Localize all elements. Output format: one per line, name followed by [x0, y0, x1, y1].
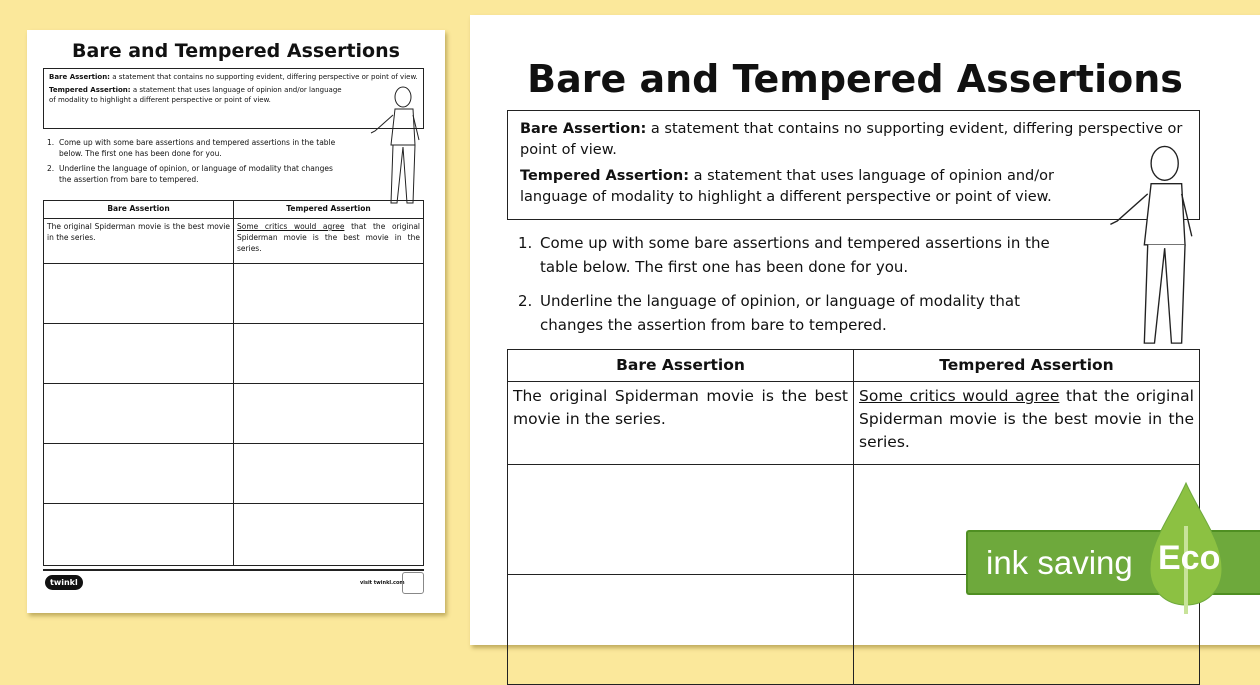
instruction-text: Underline the language of opinion, or language of modality that changes the assertion from bare to tempered. — [59, 164, 333, 184]
definition-term: Tempered Assertion: — [520, 168, 689, 184]
empty-cell[interactable] — [234, 504, 424, 566]
instruction-number: 2. — [47, 164, 55, 173]
column-header-bare: Bare Assertion — [44, 201, 234, 219]
footer-divider — [43, 569, 424, 571]
definition-text: a statement that uses language of opinion and/or language of modality to highlight a different perspective or point of view. — [49, 86, 342, 104]
instruction-text: Come up with some bare assertions and tempered assertions in the table below. The first one has been done for you. — [540, 234, 1050, 276]
empty-cell[interactable] — [44, 324, 234, 384]
example-tempered-cell — [234, 219, 424, 264]
definition-text: a statement that uses language of opinion and/or language of modality to highlight a different perspective or point of view. — [520, 168, 1054, 205]
twinkl-logo: twinkl — [45, 575, 83, 590]
empty-cell[interactable] — [44, 384, 234, 444]
definition-term: Bare Assertion: — [49, 73, 110, 81]
assertions-table — [507, 349, 1200, 685]
column-header-tempered: Tempered Assertion — [854, 350, 1200, 382]
definition-term: Bare Assertion: — [520, 121, 647, 137]
underlined-phrase: Some critics would agree — [237, 222, 345, 231]
tempered-text: that the original Spiderman movie is the best movie in the series. — [859, 387, 1194, 451]
empty-cell[interactable] — [234, 444, 424, 504]
eco-badge-label: Eco — [1158, 539, 1221, 577]
ink-saving-label: ink saving — [986, 544, 1133, 581]
definition-text: a statement that contains no supporting evident, differing perspective or point of view. — [520, 121, 1183, 158]
worksheet-thumbnail — [27, 30, 445, 613]
example-tempered-cell — [854, 382, 1200, 465]
instruction-text: Come up with some bare assertions and tempered assertions in the table below. The first one has been done for you. — [59, 138, 336, 158]
worksheet-title: Bare and Tempered Assertions — [527, 57, 1183, 101]
instruction-item — [47, 137, 347, 159]
instruction-number: 1. — [47, 138, 55, 147]
definition-term: Tempered Assertion: — [49, 86, 131, 94]
column-header-bare: Bare Assertion — [508, 350, 854, 382]
instruction-number: 2. — [518, 292, 533, 310]
instruction-text: Underline the language of opinion, or language of modality that changes the assertion from bare to tempered. — [540, 292, 1020, 334]
instruction-number: 1. — [518, 234, 533, 252]
definition-text: a statement that contains no supporting evident, differing perspective or point of view. — [109, 73, 418, 81]
column-header-tempered: Tempered Assertion — [234, 201, 424, 219]
instruction-item — [47, 163, 347, 185]
empty-cell[interactable] — [234, 324, 424, 384]
empty-cell[interactable] — [44, 444, 234, 504]
instruction-item — [518, 231, 1078, 279]
empty-cell[interactable] — [508, 465, 854, 575]
definitions-box — [507, 110, 1200, 220]
empty-cell[interactable] — [44, 264, 234, 324]
instructions-list — [518, 231, 1078, 347]
empty-cell[interactable] — [44, 504, 234, 566]
example-bare-cell: The original Spiderman movie is the best movie in the series. — [508, 382, 854, 465]
character-illustration-icon — [367, 85, 427, 210]
worksheet-title: Bare and Tempered Assertions — [72, 40, 400, 62]
visit-link: visit twinkl.com — [360, 580, 405, 586]
instruction-item — [518, 289, 1078, 337]
empty-cell[interactable] — [234, 384, 424, 444]
empty-cell[interactable] — [234, 264, 424, 324]
underlined-phrase: Some critics would agree — [859, 387, 1060, 405]
quality-badge-icon — [402, 572, 424, 594]
character-illustration-icon — [1102, 143, 1207, 355]
assertions-table — [43, 200, 424, 566]
instructions-list — [47, 137, 347, 189]
example-bare-cell: The original Spiderman movie is the best movie in the series. — [44, 219, 234, 264]
tempered-text: that the original Spiderman movie is the best movie in the series. — [237, 222, 420, 253]
